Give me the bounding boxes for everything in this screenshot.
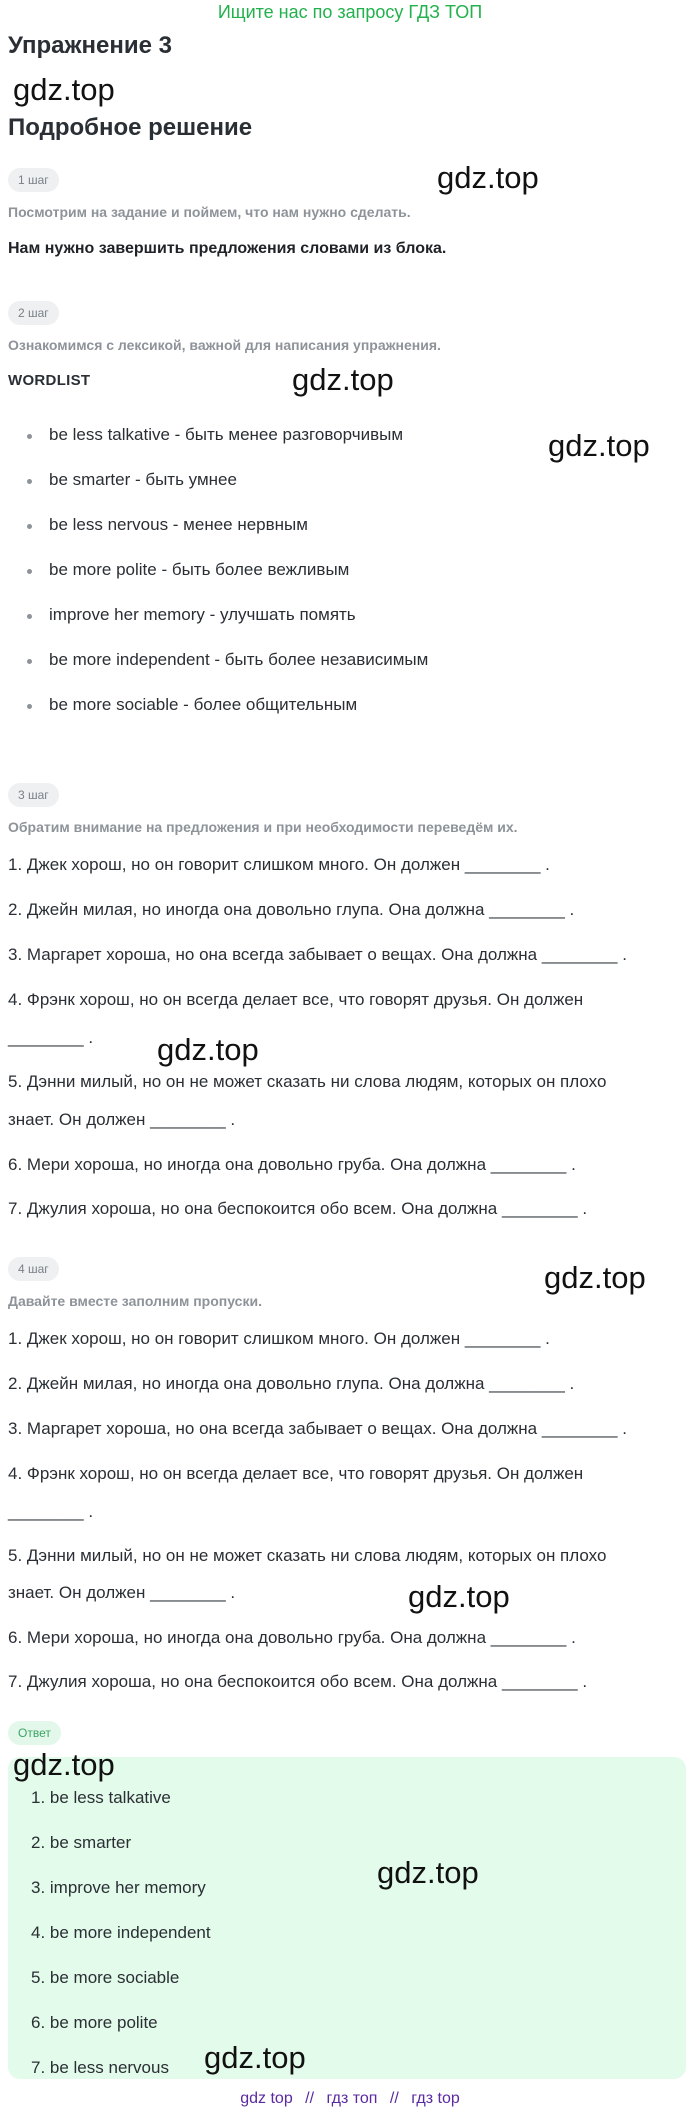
sentence: 4. Фрэнк хорош, но он всегда делает все, что говорят друзья. Он должен <box>8 990 584 1009</box>
answer-item: 1. be less talkative <box>31 1788 171 1807</box>
watermark: gdz.top <box>292 362 394 397</box>
watermark: gdz.top <box>13 1747 115 1782</box>
sentence: ________ . <box>8 1502 94 1521</box>
bullet-icon <box>27 524 32 529</box>
answer-badge: Ответ <box>8 1721 61 1745</box>
top-banner[interactable]: Ищите нас по запросу ГДЗ ТОП <box>217 2 483 22</box>
sentence: 3. Маргарет хороша, но она всегда забывает о вещах. Она должна ________ . <box>8 1419 627 1438</box>
watermark: gdz.top <box>437 160 539 195</box>
answer-item: 4. be more independent <box>31 1923 211 1942</box>
sentence: 2. Джейн милая, но иногда она довольно глупа. Она должна ________ . <box>8 1374 575 1393</box>
wordlist-item: be less nervous - менее нервным <box>49 515 308 534</box>
watermark: gdz.top <box>13 72 115 107</box>
solution-title: Подробное решение <box>8 114 253 141</box>
step-4-badge: 4 шаг <box>8 1257 59 1281</box>
sentence: 4. Фрэнк хорош, но он всегда делает все, что говорят друзья. Он должен <box>8 1464 584 1483</box>
step-1-text: Нам нужно завершить предложения словами из блока. <box>8 240 447 257</box>
step-4-hint: Давайте вместе заполним пропуски. <box>8 1293 262 1309</box>
bullet-icon <box>27 434 32 439</box>
exercise-title: Упражнение 3 <box>8 32 172 59</box>
wordlist-item: be more sociable - более общительным <box>49 695 358 714</box>
answer-item: 6. be more polite <box>31 2013 158 2032</box>
footer-link[interactable]: гдз топ <box>326 2090 378 2107</box>
sentence: 1. Джек хорош, но он говорит слишком много. Он должен ________ . <box>8 855 550 874</box>
footer-separator: // <box>389 2090 399 2107</box>
wordlist-heading: WORDLIST <box>8 372 91 389</box>
sentence: 7. Джулия хороша, но она беспокоится обо всем. Она должна ________ . <box>8 1672 588 1691</box>
footer-links <box>0 2090 700 2108</box>
step-2-hint: Ознакомимся с лексикой, важной для написания упражнения. <box>8 337 441 353</box>
footer-link[interactable]: гдз top <box>411 2090 460 2107</box>
sentence: знает. Он должен ________ . <box>8 1110 236 1129</box>
step-3-hint: Обратим внимание на предложения и при необходимости переведём их. <box>8 819 518 835</box>
wordlist-item: be less talkative - быть менее разговорчивым <box>49 425 404 444</box>
bullet-icon <box>27 569 32 574</box>
sentence: 3. Маргарет хороша, но она всегда забывает о вещах. Она должна ________ . <box>8 945 627 964</box>
bullet-icon <box>27 659 32 664</box>
wordlist-item: improve her memory - улучшать помять <box>49 605 356 624</box>
step-2-badge: 2 шаг <box>8 301 59 325</box>
wordlist-item: be more independent - быть более независимым <box>49 650 429 669</box>
footer-separator: // <box>305 2090 315 2107</box>
sentence: знает. Он должен ________ . <box>8 1583 236 1602</box>
sentence: 6. Мери хороша, но иногда она довольно груба. Она должна ________ . <box>8 1155 576 1174</box>
sentence: 6. Мери хороша, но иногда она довольно груба. Она должна ________ . <box>8 1628 576 1647</box>
wordlist-item: be more polite - быть более вежливым <box>49 560 350 579</box>
watermark: gdz.top <box>157 1032 259 1067</box>
watermark: gdz.top <box>204 2040 306 2075</box>
step-1-hint: Посмотрим на задание и поймем, что нам нужно сделать. <box>8 204 411 220</box>
answer-item: 5. be more sociable <box>31 1968 180 1987</box>
wordlist-item: be smarter - быть умнее <box>49 470 237 489</box>
step-3-badge: 3 шаг <box>8 783 59 807</box>
answer-item: 7. be less nervous <box>31 2058 169 2077</box>
watermark: gdz.top <box>377 1855 479 1890</box>
sentence: ________ . <box>8 1028 94 1047</box>
answer-item: 2. be smarter <box>31 1833 132 1852</box>
sentence: 5. Дэнни милый, но он не может сказать ни слова людям, которых он плохо <box>8 1072 607 1091</box>
sentence: 7. Джулия хороша, но она беспокоится обо всем. Она должна ________ . <box>8 1199 588 1218</box>
footer-link[interactable]: gdz top <box>240 2090 293 2107</box>
bullet-icon <box>27 614 32 619</box>
answer-item: 3. improve her memory <box>31 1878 206 1897</box>
bullet-icon <box>27 479 32 484</box>
sentence: 1. Джек хорош, но он говорит слишком много. Он должен ________ . <box>8 1329 550 1348</box>
bullet-icon <box>27 704 32 709</box>
watermark: gdz.top <box>408 1579 510 1614</box>
watermark: gdz.top <box>544 1260 646 1295</box>
watermark: gdz.top <box>548 428 650 463</box>
step-1-badge: 1 шаг <box>8 168 59 192</box>
sentence: 5. Дэнни милый, но он не может сказать ни слова людям, которых он плохо <box>8 1546 607 1565</box>
sentence: 2. Джейн милая, но иногда она довольно глупа. Она должна ________ . <box>8 900 575 919</box>
